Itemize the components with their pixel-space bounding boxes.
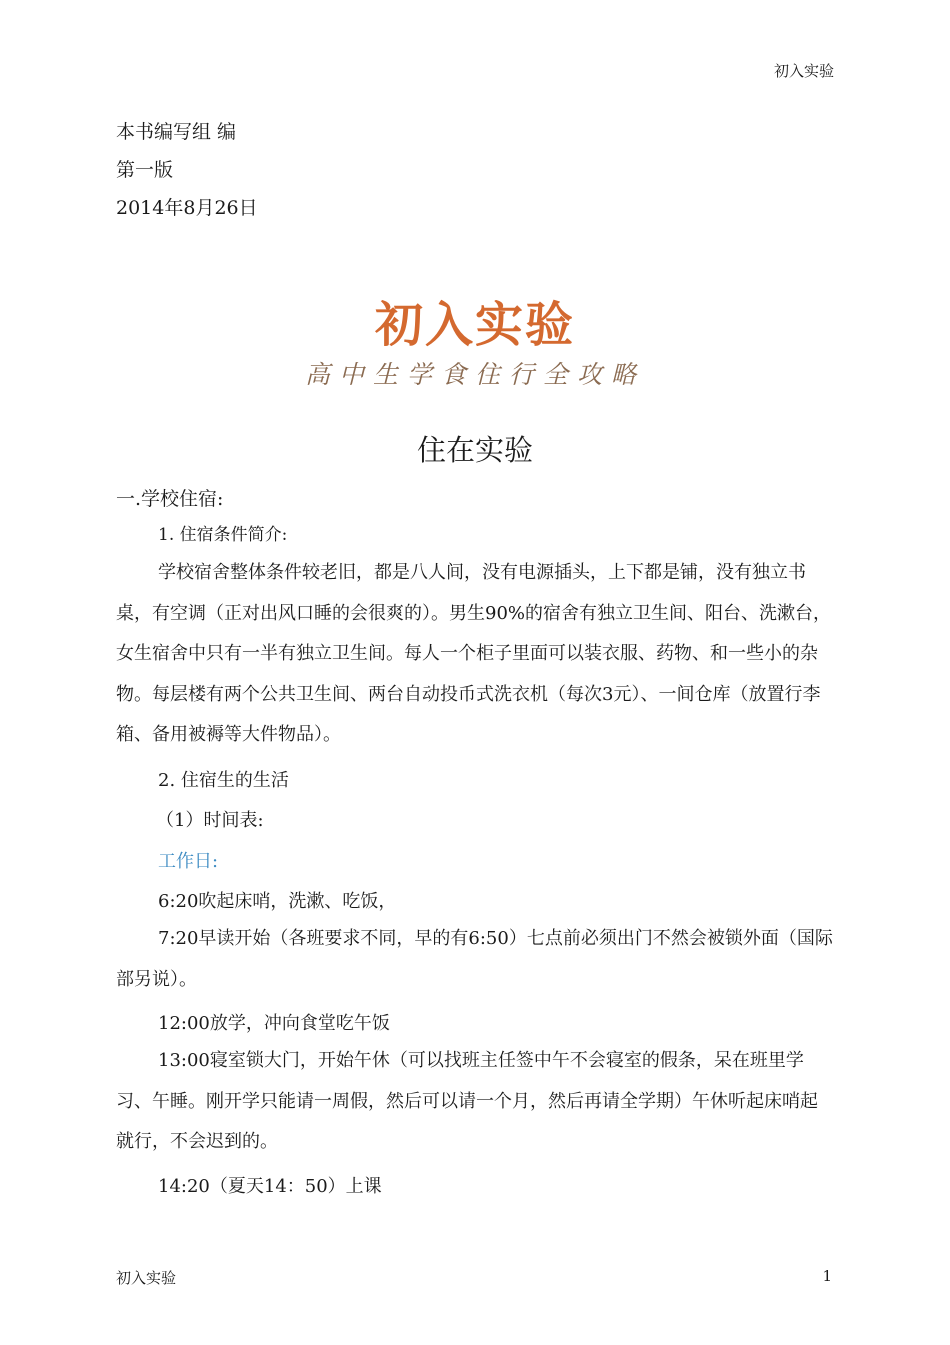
book-title: 初入实验 (374, 297, 575, 353)
editor-line: 本书编写组 编 (116, 121, 237, 143)
heading-timetable: （1）时间表: (156, 810, 264, 831)
schedule-1300: 13:00寝室锁大门，开始午休（可以找班主任签中午不会寝室的假条，呆在班里学习、午睡。刚开学只能请一周假，然后可以请一个月，然后再请全学期）午休听起床哨起就行，不会迟到的。 (116, 1050, 818, 1152)
running-header: 初入实验 (773, 62, 834, 80)
page-number: 1 (822, 1267, 832, 1285)
paragraph-housing-conditions: 学校宿舍整体条件较老旧，都是八人间，没有电源插头，上下都是铺，没有独立书桌，有空调（正对出风口睡的会很爽的）。男生90%的宿舍有独立卫生间、阳台、洗漱台，女生宿舍中只有一半有独立卫生间。每人一个柜子里面可以装衣服、药物、和一些小的杂物。每层楼有两个公共卫生间、两台自动投币式洗衣机（每次3元）、一间仓库（放置行李箱、备用被褥等大件物品）。 (116, 562, 832, 745)
date-line: 2014年8月26日 (116, 197, 258, 219)
schedule-1420: 14:20（夏天14：50）上课 (158, 1176, 382, 1197)
heading-school-housing: 一.学校住宿: (116, 488, 224, 510)
schedule-1200: 12:00放学，冲向食堂吃午饭 (158, 1013, 390, 1034)
edition-line: 第一版 (116, 159, 174, 181)
footer-title: 初入实验 (116, 1269, 177, 1287)
label-weekday: 工作日: (158, 851, 219, 872)
section-title: 住在实验 (416, 433, 533, 467)
schedule-0620: 6:20吹起床哨，洗漱、吃饭， (158, 891, 397, 912)
book-subtitle: 高中生学食住行全攻略 (304, 360, 645, 389)
heading-boarding-life: 2. 住宿生的生活 (158, 770, 289, 791)
schedule-0720: 7:20早读开始（各班要求不同，早的有6:50）七点前必须出门不然会被锁外面（国际部另说）。 (116, 928, 833, 990)
heading-housing-conditions: 1. 住宿条件简介: (158, 525, 288, 545)
